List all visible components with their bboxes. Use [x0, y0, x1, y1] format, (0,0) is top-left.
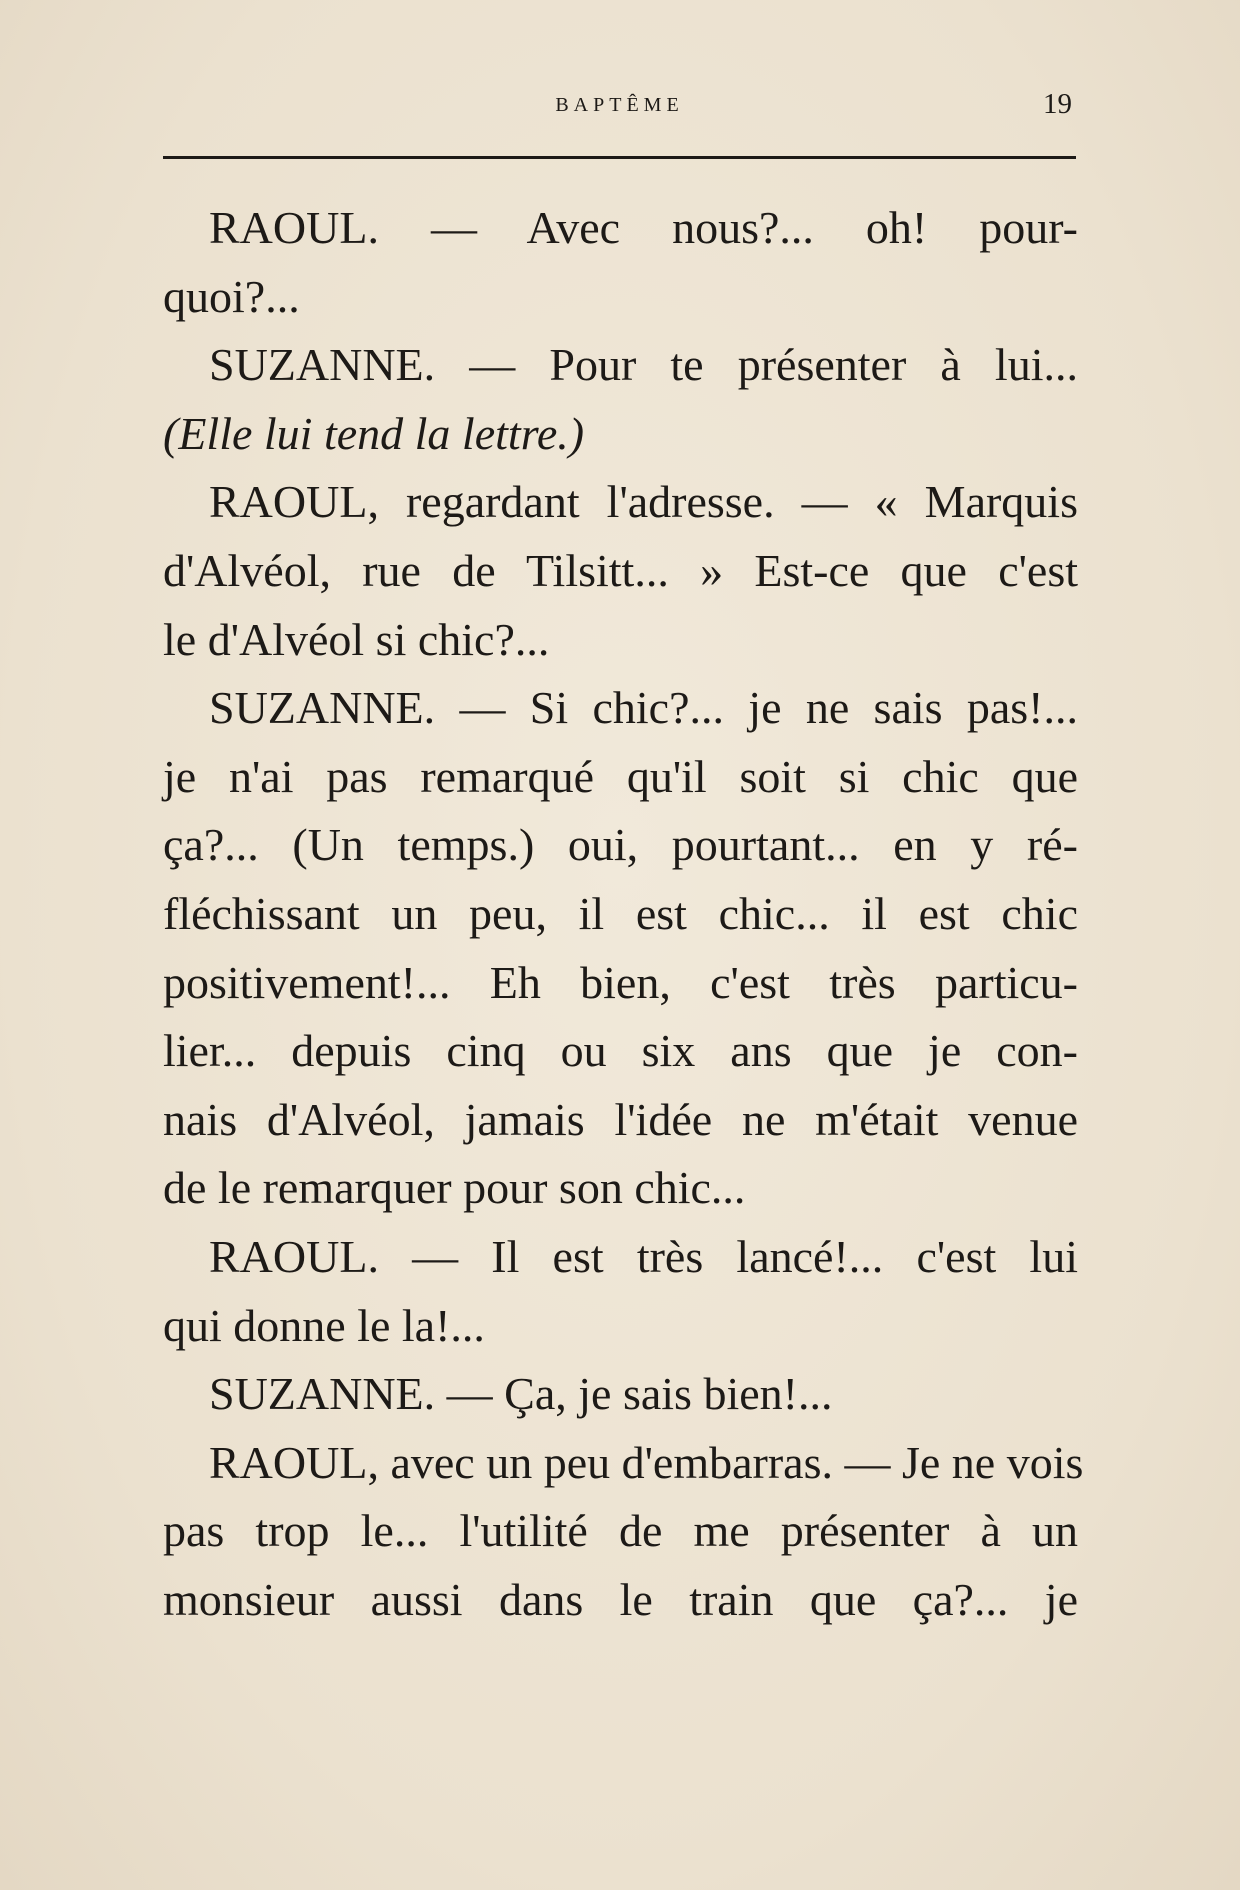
text-line: positivement!... Eh bien, c'est très particu- [163, 956, 1078, 1008]
text-line: nais d'Alvéol, jamais l'idée ne m'était venue [163, 1093, 1078, 1145]
text-line: monsieur aussi dans le train que ça?... je [163, 1573, 1078, 1625]
text-line: quoi?... [163, 270, 300, 322]
stage-direction-line: (Elle lui tend la lettre.) [163, 407, 585, 459]
text-line: SUZANNE. — Pour te présenter à lui... [209, 339, 1078, 391]
text-line: RAOUL, regardant l'adresse. — « Marquis [209, 476, 1078, 528]
body-text [163, 194, 1084, 1634]
text-line: RAOUL. — Il est très lancé!... c'est lui [209, 1230, 1078, 1282]
text-line: le d'Alvéol si chic?... [163, 613, 550, 665]
text-line: RAOUL. — Avec nous?... oh! pour- [209, 202, 1078, 253]
text-line: qui donne le la!... [163, 1299, 485, 1351]
header-rule [163, 156, 1076, 159]
text-line: RAOUL, avec un peu d'embarras. — Je ne vois [209, 1436, 1084, 1488]
page-number: 19 [1043, 88, 1072, 120]
text-line: de le remarquer pour son chic... [163, 1162, 746, 1214]
text-line: je n'ai pas remarqué qu'il soit si chic que [163, 750, 1078, 802]
text-line: ça?... (Un temps.) oui, pourtant... en y ré- [163, 819, 1078, 871]
page-header [163, 88, 1076, 128]
text-line: d'Alvéol, rue de Tilsitt... » Est-ce que c'est [163, 544, 1078, 596]
text-line: fléchissant un peu, il est chic... il est chic [163, 887, 1078, 939]
running-title: BAPTÊME [555, 94, 684, 116]
text-line: pas trop le... l'utilité de me présenter à un [163, 1505, 1078, 1557]
text-line: SUZANNE. — Si chic?... je ne sais pas!... [209, 682, 1078, 734]
text-line: SUZANNE. — Ça, je sais bien!... [209, 1368, 833, 1420]
text-line: lier... depuis cinq ou six ans que je con- [163, 1025, 1078, 1077]
